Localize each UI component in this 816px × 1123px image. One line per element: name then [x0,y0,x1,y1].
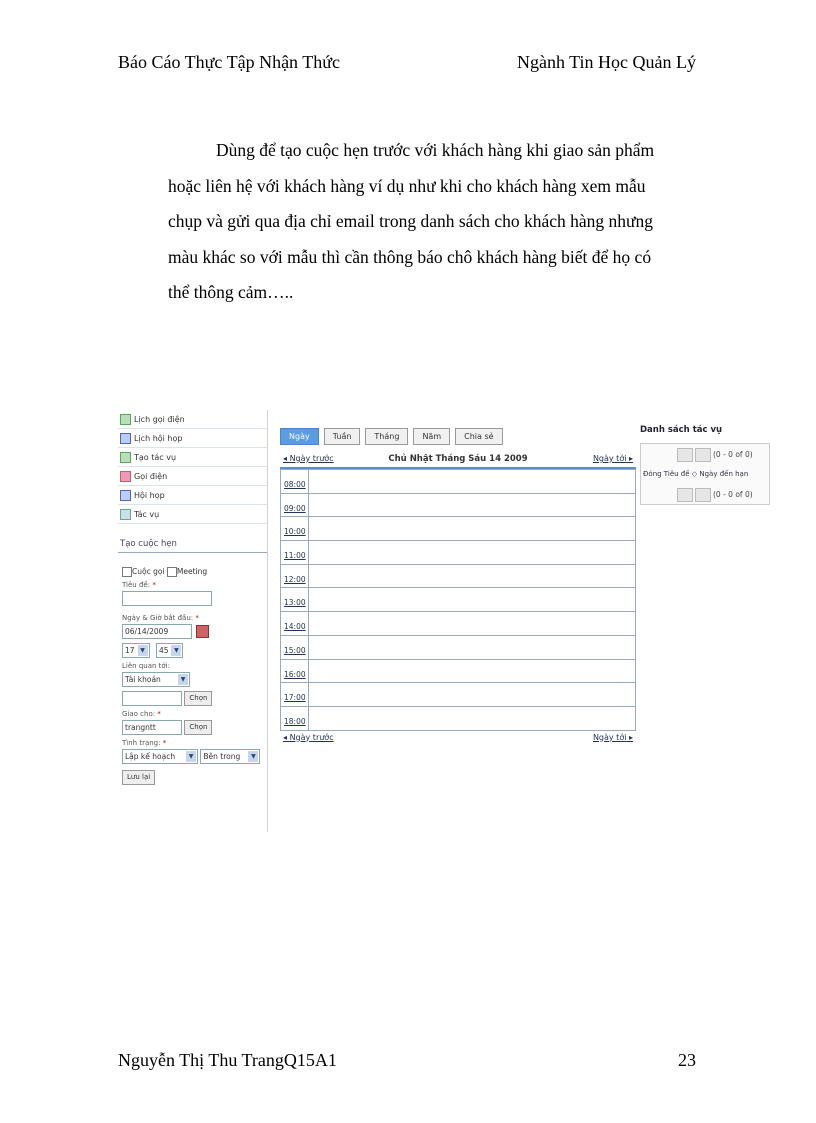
body-paragraph [168,133,696,311]
task-columns: Đóng Tiêu đề ◇ Ngày đến hạn [643,470,749,478]
chevron-down-icon: ▼ [248,751,258,762]
tab-week[interactable]: Tuần [324,428,361,445]
assign-input[interactable]: trangntt [122,720,182,735]
hour-value: 17 [125,646,135,655]
save-button[interactable]: Lưu lại [122,770,155,785]
related-value: Tài khoản [125,675,161,684]
appointment-form [118,553,267,795]
subject-input[interactable] [122,591,212,606]
required-mark: * [195,614,199,622]
chevron-down-icon: ▼ [178,674,188,685]
time-label[interactable]: 08:00 [281,470,309,493]
time-slot[interactable] [281,682,635,706]
datetime-label: Ngày & Giờ bắt đầu: [122,614,194,622]
subject-label: Tiêu đề: [122,581,151,589]
choose-assignee-button[interactable]: Chọn [184,720,212,735]
related-input[interactable] [122,691,182,706]
time-slot[interactable] [281,564,635,588]
sidebar-item-label: Tác vụ [134,509,160,519]
meeting-icon [120,490,131,501]
task-create-icon [120,452,131,463]
time-label[interactable]: 14:00 [281,612,309,635]
time-slot[interactable] [281,635,635,659]
sidebar-item-label: Hội họp [134,490,165,500]
paragraph-line: màu khác so với mẫu thì cần thông báo chô khách hàng biết để họ có [168,246,652,267]
next-day-label: Ngày tới [592,454,627,463]
radio-call[interactable] [122,567,132,577]
time-slot[interactable] [281,706,635,730]
time-slot[interactable] [281,516,635,540]
prev-day-label: Ngày trước [289,454,334,463]
tab-year[interactable]: Năm [413,428,450,445]
phone-icon [120,471,131,482]
time-label[interactable]: 13:00 [281,588,309,611]
sidebar-item-label: Tạo tác vụ [134,452,177,462]
sidebar-item-label: Gọi điện [134,471,168,481]
required-mark: * [162,739,167,747]
header-left: Báo Cáo Thực Tập Nhận Thức [118,52,340,72]
time-label[interactable]: 15:00 [281,636,309,659]
prev-day-link[interactable]: ◂ Ngày trước [283,454,334,463]
hour-select[interactable] [122,643,150,658]
next-day-label: Ngày tới [592,732,627,742]
prev-day-link[interactable]: ◂ Ngày trước [283,732,334,742]
direction-select[interactable] [200,749,260,764]
meeting-calendar-icon [120,433,131,444]
header-right: Ngành Tin Học Quản Lý [517,52,696,72]
task-pager-top [677,448,753,462]
time-slot[interactable] [281,659,635,683]
time-slot[interactable] [281,493,635,517]
time-slot[interactable] [281,611,635,635]
day-navigation [280,454,636,469]
time-label[interactable]: 11:00 [281,541,309,564]
paragraph-line: hoặc liên hệ với khách hàng ví dụ như khi cho khách hàng xem mẫu [168,175,646,196]
day-navigation-bottom [280,733,636,747]
section-title: Tạo cuộc hẹn [118,534,267,553]
assign-label: Giao cho: [122,710,156,718]
date-input[interactable]: 06/14/2009 [122,624,192,639]
sidebar-item-call[interactable] [118,467,267,486]
sidebar-item-label: Lịch hội họp [134,433,183,443]
chevron-down-icon: ▼ [138,645,148,656]
time-slot[interactable] [281,587,635,611]
radio-meeting-label: Meeting [176,567,208,576]
minute-value: 45 [158,646,169,655]
status-value: Lập kế hoạch [125,752,176,761]
phone-calendar-icon [120,414,131,425]
choose-related-button[interactable]: Chọn [184,691,212,706]
required-mark: * [152,581,156,589]
sidebar-item-call-calendar[interactable] [118,410,267,429]
required-mark: * [157,710,161,718]
sidebar-item-create-task[interactable] [118,448,267,467]
minute-select[interactable] [156,643,184,658]
time-label[interactable]: 09:00 [281,494,309,517]
radio-call-label: Cuộc gọi [132,567,165,576]
embedded-crm-screenshot [118,410,770,835]
calendar-picker-icon[interactable] [196,625,209,638]
first-page-button[interactable] [677,488,693,502]
status-select[interactable] [122,749,198,764]
direction-value: Bên trong [203,752,241,761]
chevron-down-icon: ▼ [171,645,181,656]
pager-text: (0 - 0 of 0) [713,490,753,499]
paragraph-line: chụp và gửi qua địa chỉ email trong danh sách cho khách hàng nhưng [168,211,654,231]
task-pager-bottom [677,488,753,502]
chevron-down-icon: ▼ [186,751,196,762]
time-slot[interactable] [281,469,635,493]
radio-meeting[interactable] [167,567,177,577]
time-label[interactable]: 18:00 [281,707,309,730]
task-list-title: Danh sách tác vụ [640,425,723,435]
task-icon [120,509,131,520]
paragraph-line: thể thông cảm….. [168,282,294,302]
time-label[interactable]: 17:00 [281,683,309,706]
time-label[interactable]: 16:00 [281,660,309,683]
time-slot[interactable] [281,540,635,564]
first-page-button[interactable] [677,448,693,462]
day-grid [280,469,636,731]
task-list-panel [640,425,770,505]
sidebar-item-meeting[interactable] [118,486,267,505]
calendar-panel [280,428,636,747]
page-number: 23 [678,1050,696,1070]
next-day-link[interactable]: Ngày tới ▸ [592,454,633,463]
view-tabs [280,428,636,444]
sidebar-item-task[interactable] [118,505,267,524]
time-label[interactable]: 10:00 [281,517,309,540]
pager-text: (0 - 0 of 0) [713,450,753,459]
sidebar [118,410,268,832]
tab-day[interactable]: Ngày [280,428,319,445]
status-label: Tình trạng: [122,739,161,747]
prev-day-label: Ngày trước [289,732,334,742]
tab-month[interactable]: Tháng [365,428,408,445]
sidebar-item-meeting-calendar[interactable] [118,429,267,448]
paragraph-line: Dùng để tạo cuộc hẹn trước với khách hàng khi giao sản phẩm [216,140,655,160]
tab-share[interactable]: Chia sẻ [455,428,502,445]
date-title: Chủ Nhật Tháng Sáu 14 2009 [388,454,528,464]
footer-author: Nguyễn Thị Thu TrangQ15A1 [118,1050,337,1070]
sidebar-item-label: Lịch gọi điện [134,414,185,424]
prev-page-button[interactable] [695,448,711,462]
task-list-box [640,443,770,505]
prev-page-button[interactable] [695,488,711,502]
related-label: Liên quan tới: [122,662,170,670]
time-label[interactable]: 12:00 [281,565,309,588]
related-select[interactable] [122,672,190,687]
next-day-link[interactable]: Ngày tới ▸ [592,732,633,742]
